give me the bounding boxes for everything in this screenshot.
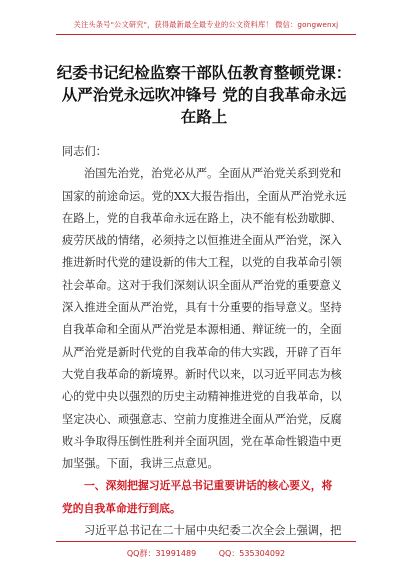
title-line-2: 从严治党永远吹冲锋号 党的自我革命永远 [61, 86, 347, 104]
paragraph-1 [62, 163, 362, 475]
paragraph-1-line: 推进新时代党的建设新的伟大工程，以党的自我革命引领 [62, 256, 342, 270]
paragraph-1-line: 社会革命。这对于我们深刻认识全面从严治党的重要意义 [62, 278, 342, 292]
paragraph-1-line: 疲劳厌战的情绪，必须持之以恒推进全面从严治党，深入 [62, 234, 342, 248]
paragraph-1-line: 加坚强。下面，我讲三点意见。 [62, 457, 219, 471]
paragraph-1-line: 败斗争取得压倒性胜利并全面巩固，党在革命性锻造中更 [62, 434, 342, 448]
paragraph-1-line: 大党自我革命的新境界。新时代以来，以习近平同志为核 [62, 367, 342, 381]
section-heading-line: 一、深刻把握习近平总书记重要讲话的核心要义，将 [84, 479, 333, 493]
document-title [52, 62, 356, 128]
title-line-3: 在路上 [180, 108, 228, 126]
paragraph-2-line: 习近平总书记在二十届中央纪委二次全会上强调，把 [84, 524, 342, 538]
header-divider [56, 34, 356, 35]
paragraph-1-line: 坚定决心、顽强意志、空前力度推进全面从严治党，反腐 [62, 412, 342, 426]
section-heading-line: 党的自我革命进行到底。 [62, 501, 181, 515]
paragraph-1-line: 心的党中央以强烈的历史主动精神推进党的自我革命，以 [62, 390, 342, 404]
paragraph-1-line: 在路上，党的自我革命永远在路上，决不能有松劲歇脚、 [62, 211, 342, 225]
header-banner: 关注头条号"公文研究"，获得最新最全最专业的公文资料库！ 微信：gongwenxj [73, 20, 339, 29]
title-line-1: 纪委书记纪检监察干部队伍教育整顿党课： [56, 64, 352, 82]
paragraph-1-line: 从严治党是新时代党的自我革命的伟大实践，开辟了百年 [62, 345, 342, 359]
footer-qq: QQ：535304092 [218, 549, 286, 558]
footer-divider [56, 541, 356, 542]
document-body [62, 141, 362, 542]
salutation: 同志们： [62, 145, 107, 158]
footer [56, 548, 356, 559]
section-heading-1 [62, 475, 362, 520]
paragraph-1-line: 深入推进全面从严治党，具有十分重要的指导意义。坚持 [62, 301, 342, 315]
paragraph-2 [62, 520, 362, 542]
footer-qq-group: QQ群：31991489 [126, 549, 197, 558]
paragraph-1-line: 国家的前途命运。党的XX大报告指出，全面从严治党永远 [62, 189, 347, 203]
paragraph-1-line: 治国先治党，治党必从严。全面从严治党关系到党和 [84, 167, 342, 181]
paragraph-1-line: 自我革命和全面从严治党是本源相通、辩证统一的，全面 [62, 323, 342, 337]
